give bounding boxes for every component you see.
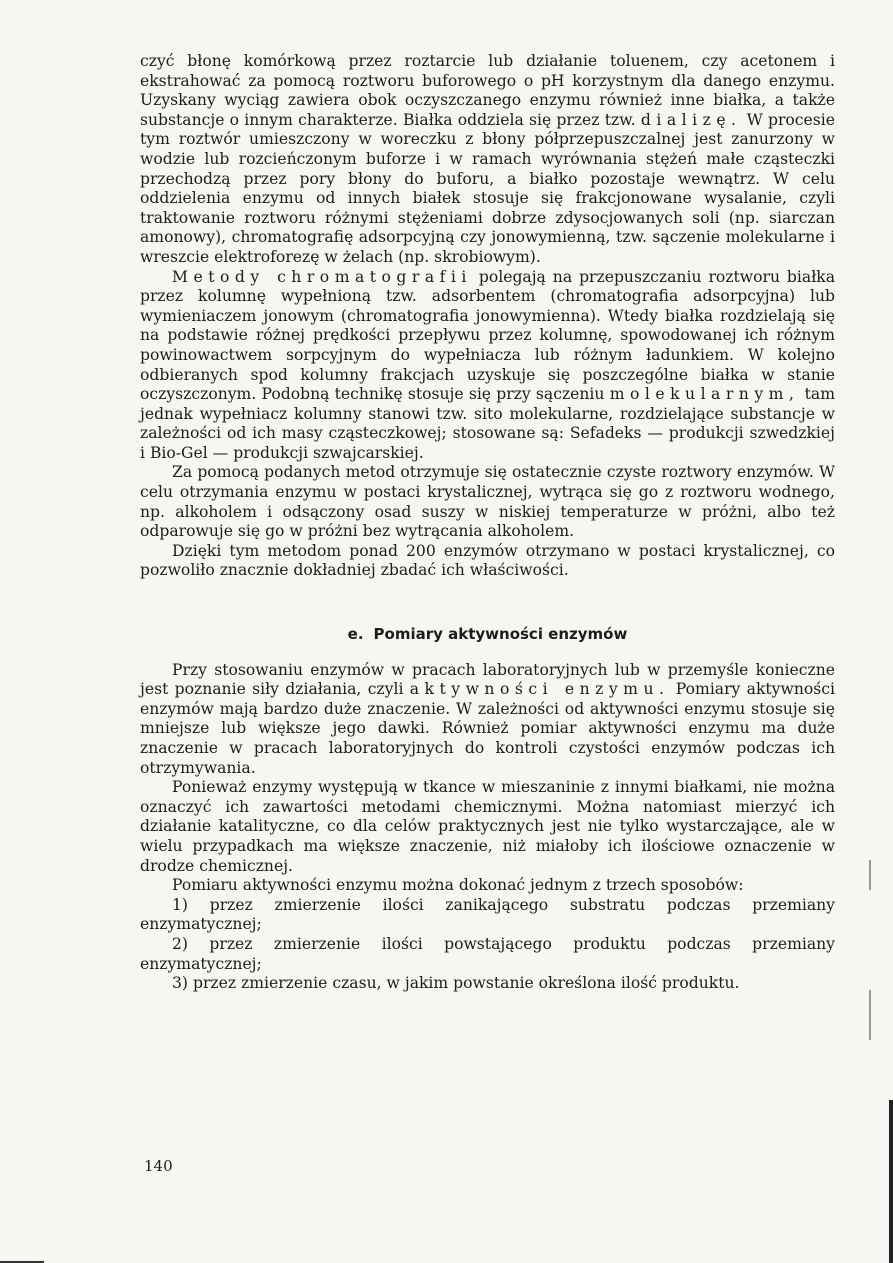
- paragraph: Dzięki tym metodom ponad 200 enzymów otrzymano w postaci krystalicznej, co pozwoliło znacznie dokładniej zbadać ich właściwości.: [140, 541, 835, 580]
- section-heading: [140, 625, 835, 645]
- spaced-term: dializę.: [640, 110, 742, 129]
- paragraph: Przy stosowaniu enzymów w pracach laboratoryjnych lub w przemyśle konieczne jest poznanie siły działania, czyli aktywności enzymu. Pomiary aktywności enzymów mają bardzo duże znaczenie. W zależności od aktywności enzymu stosuje się mniejsze lub większe jego dawki. Również pomiar aktywności enzymu ma duże znaczenie w pracach laboratoryjnych do kontroli czystości enzymów podczas ich otrzymywania.: [140, 660, 835, 777]
- spaced-term: Metody chromatografii: [172, 267, 472, 286]
- section-title: Pomiary aktywności enzymów: [373, 625, 628, 644]
- margin-mark: [869, 990, 871, 1040]
- page-number: 140: [144, 1157, 173, 1175]
- paragraph: Pomiaru aktywności enzymu można dokonać jednym z trzech sposobów:: [172, 876, 744, 895]
- list-item: 2) przez zmierzenie ilości powstającego produktu podczas przemiany enzymatycznej;: [140, 934, 835, 973]
- paragraph: czyć błonę komórkową przez roztarcie lub działanie toluenem, czy acetonem i ekstrahować za pomocą roztworu buforowego o pH korzystnym dla danego enzymu. Uzyskany wyciąg zawiera obok oczyszczanego enzymu również inne białka, a także substancje o innym charakterze. Białka oddziela się przez tzw. dializę. W procesie tym roztwór umieszczony w woreczku z błony półprzepuszczalnej jest zanurzony w wodzie lub rozcieńczonym buforze i w ramach wyrównania stężeń małe cząsteczki przechodzą przez pory błony do buforu, a białko pozostaje wewnątrz. W celu oddzielenia enzymu od innych białek stosuje się frakcjonowane wysalanie, czyli traktowanie roztworu różnymi stężeniami dobrze zdysocjowanych soli (np. siarczan amonowy), chromatografię adsorpcyjną czy jonowymienną, tzw. sączenie molekularne i wreszcie elektroforezę w żelach (np. skrobiowym).: [140, 52, 835, 266]
- margin-mark: [869, 860, 871, 890]
- page-text: [140, 52, 835, 994]
- list-item: 3) przez zmierzenie czasu, w jakim powstanie określona ilość produktu.: [172, 974, 740, 993]
- spaced-term: aktywności enzymu.: [409, 680, 670, 699]
- spaced-term: molekularnym,: [609, 385, 800, 404]
- list-item: 1) przez zmierzenie ilości zanikającego substratu podczas przemiany enzymatycznej;: [140, 895, 835, 934]
- paragraph: Za pomocą podanych metod otrzymuje się ostatecznie czyste roztwory enzymów. W celu otrzymania enzymu w postaci krystalicznej, wytrąca się go z roztworu wodnego, np. alkoholem i odsączony osad suszy w niskiej temperaturze w próżni, albo też odparowuje się go w próżni bez wytrącania alkoholem.: [140, 463, 835, 541]
- page-edge-shadow: [889, 1100, 893, 1263]
- section-letter: e.: [347, 625, 364, 644]
- paragraph: Metody chromatografii polegają na przepuszczaniu roztworu białka przez kolumnę wypełnioną tzw. adsorbentem (chromatografia adsorpcyjna) lub wymieniaczem jonowym (chromatografia jonowymienna). Wtedy białka rozdzielają się na podstawie różnej prędkości przepływu przez kolumnę, spowodowanej ich różnym powinowactwem sorpcyjnym do wypełniacza lub różnym ładunkiem. W kolejno odbieranych spod kolumny frakcjach uzyskuje się poszczególne białka w stanie oczyszczonym. Podobną technikę stosuje się przy sączeniu molekularnym, tam jednak wypełniacz kolumny stanowi tzw. sito molekularne, rozdzielające substancje w zależności od ich masy cząsteczkowej; stosowane są: Sefadeks — produkcji szwedzkiej i Bio-Gel — produkcji szwajcarskiej.: [140, 267, 835, 462]
- paragraph: Ponieważ enzymy występują w tkance w mieszaninie z innymi białkami, nie można oznaczyć ich zawartości metodami chemicznymi. Można natomiast mierzyć ich działanie katalityczne, co dla celów praktycznych jest nie tylko wystarczające, ale w wielu przypadkach ma większe znaczenie, niż miałoby ich ilościowe oznaczenie w drodze chemicznej.: [140, 778, 835, 875]
